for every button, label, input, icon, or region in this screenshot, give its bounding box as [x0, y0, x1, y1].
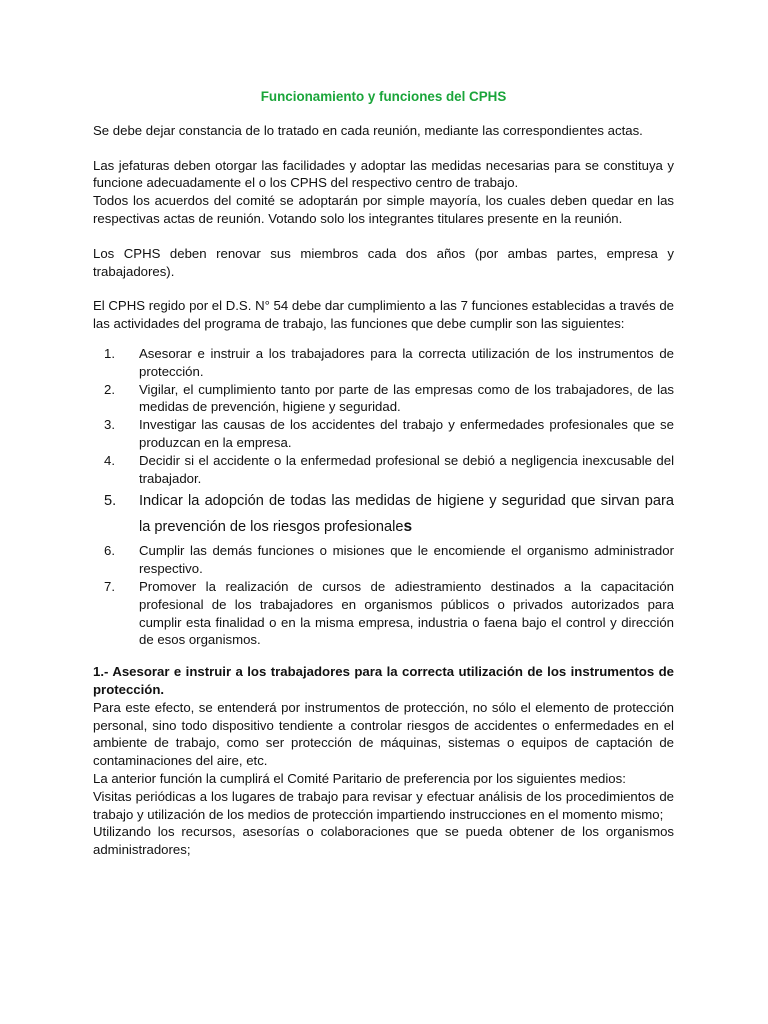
list-item-text: Asesorar e instruir a los trabajadores para la correcta utilización de los instrumentos de protección. — [139, 345, 674, 379]
paragraph-instrumentos: Para este efecto, se entenderá por instrumentos de protección, no sólo el elemento de protección personal, sino todo dispositivo tendiente a controlar riesgos de accidentes o enfermedades en el ambiente de trabajo, como ser protección de máquinas, sistemas o equipos de captación de contaminaciones del aire, etc. — [93, 699, 674, 769]
list-item — [93, 489, 674, 540]
list-item-text: Vigilar, el cumplimiento tanto por parte de las empresas como de los trabajadores, de las medidas de prevención, higiene y seguridad. — [139, 381, 674, 415]
list-item-text: Indicar la adopción de todas las medidas de higiene y seguridad que sirvan para la prevención de los riesgos profesionale — [139, 493, 674, 536]
list-item-text: Cumplir las demás funciones o misiones que le encomiende el organismo administrador respectivo. — [139, 543, 674, 577]
paragraph-acuerdos: Todos los acuerdos del comité se adoptarán por simple mayoría, los cuales deben quedar en las respectivas actas de reunión. Votando solo los integrantes titulares presente en la reunión. — [93, 193, 674, 226]
list-item — [93, 381, 674, 417]
paragraph-actas: Se debe dejar constancia de lo tratado en cada reunión, mediante las correspondientes actas. — [93, 122, 643, 138]
paragraph-medios: La anterior función la cumplirá el Comité Paritario de preferencia por los siguientes medios: — [93, 770, 626, 786]
list-item-number: 3. — [104, 417, 115, 433]
list-item — [93, 542, 674, 578]
list-item-text: Promover la realización de cursos de adiestramiento destinados a la capacitación profesional de los trabajadores en organismos públicos o privados autorizados para cumplir esta finalidad o en la misma empresa, industria o faena bajo el control y dirección de esos organismos. — [139, 578, 674, 648]
paragraph-visitas: Visitas periódicas a los lugares de trabajo para revisar y efectuar análisis de los procedimientos de trabajo y utilización de los medios de protección impartiendo instrucciones en el momento mismo; — [93, 788, 674, 822]
list-item — [93, 452, 674, 488]
list-item-number: 5. — [104, 493, 117, 510]
document-title: Funcionamiento y funciones del CPHS — [260, 89, 507, 104]
document-page — [93, 88, 674, 859]
list-item — [93, 416, 674, 452]
section-heading: 1.- Asesorar e instruir a los trabajadores para la correcta utilización de los instrumentos de protección. — [93, 664, 674, 697]
list-item-text-end: s — [403, 518, 413, 536]
paragraph-recursos: Utilizando los recursos, asesorías o colaboraciones que se pueda obtener de los organismos administradores; — [93, 824, 674, 858]
list-item-number: 7. — [104, 578, 115, 594]
paragraph-jefaturas: Las jefaturas deben otorgar las facilidades y adoptar las medidas necesarias para se constituya y funcione adecuadamente el o los CPHS del respectivo centro de trabajo. — [93, 157, 674, 191]
list-item-number: 2. — [104, 381, 115, 397]
functions-list — [93, 345, 674, 649]
list-item-number: 4. — [104, 452, 115, 468]
list-item — [93, 578, 674, 649]
list-item-number: 6. — [104, 543, 115, 559]
list-item-text: Investigar las causas de los accidentes del trabajo y enfermedades profesionales que se produzcan en la empresa. — [139, 417, 674, 450]
paragraph-renovacion: Los CPHS deben renovar sus miembros cada dos años (por ambas partes, empresa y trabajadores). — [93, 245, 674, 279]
list-item-number: 1. — [104, 345, 115, 361]
list-item — [93, 345, 674, 381]
paragraph-funciones-intro: El CPHS regido por el D.S. N° 54 debe dar cumplimiento a las 7 funciones establecidas a través de las actividades del programa de trabajo, las funciones que debe cumplir son las siguientes: — [93, 298, 674, 332]
list-item-text: Decidir si el accidente o la enfermedad profesional se debió a negligencia inexcusable del trabajador. — [139, 452, 674, 486]
